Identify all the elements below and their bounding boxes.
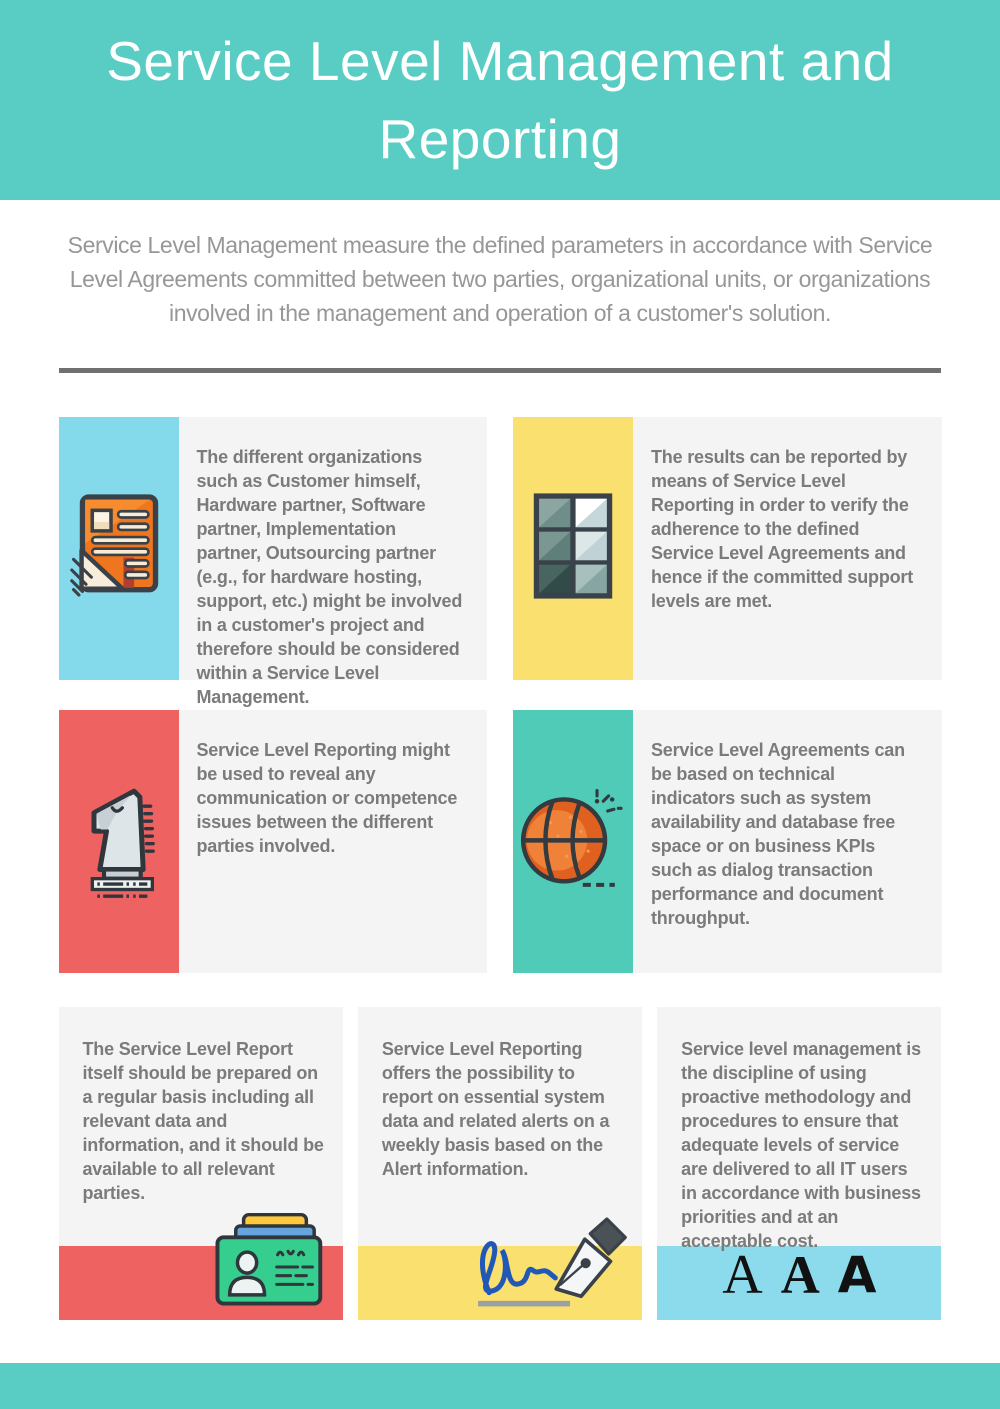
cards-grid <box>59 417 942 1320</box>
card-results-text-panel <box>633 417 942 680</box>
card-organizations-accent-panel <box>59 417 179 680</box>
basketball-icon <box>515 787 631 897</box>
card-report-basis <box>59 1007 343 1320</box>
footer-bar <box>0 1363 1000 1409</box>
card-reporting-issues <box>59 710 488 973</box>
document-icon <box>70 488 168 609</box>
letter-a-serif-bold: A <box>780 1245 820 1305</box>
card-report-basis-text: The Service Level Report itself should be prepared on a regular basis including all relevant data and information, and it should be available to all relevant parties. <box>82 1039 324 1203</box>
card-agreements-text-panel <box>633 710 942 973</box>
header-banner <box>0 0 1000 200</box>
card-agreements-accent-panel <box>513 710 633 973</box>
card-results-text: The results can be reported by means of Service Level Reporting in order to verify the adherence to the defined Service Level Agreements and hence if the committed support levels are met. <box>651 447 914 611</box>
intro-paragraph: Service Level Management measure the defined parameters in accordance with Service Level Agreements committed between two parties, organizational units, or organizations involved in the management and operation of a customer's solution. <box>67 232 933 326</box>
id-card-icon <box>207 1211 329 1314</box>
card-discipline-text: Service level management is the discipline of using proactive methodology and procedures to ensure that adequate levels of service are delivered to all IT users in accordance with business priorities and at an acceptable cost. <box>681 1039 921 1251</box>
card-weekly-reporting-text: Service Level Reporting offers the possibility to report on essential system data and related alerts on a weekly basis based on the Alert information. <box>381 1039 610 1179</box>
divider-line <box>59 368 941 373</box>
card-results-reporting <box>513 417 942 680</box>
card-organizations-text-panel <box>179 417 488 707</box>
card-row-1 <box>59 417 942 707</box>
card-organizations <box>59 417 488 707</box>
letter-a-serif: A <box>722 1244 763 1306</box>
card-reporting-issues-accent-panel <box>59 710 179 973</box>
letter-a-round: A <box>837 1246 877 1304</box>
pen-signature-icon <box>452 1208 632 1316</box>
typography-icon <box>657 1238 941 1312</box>
card-reporting-issues-text: Service Level Reporting might be used to reveal any communication or competence issues between the different parties involved. <box>196 740 458 856</box>
card-weekly-reporting <box>358 1007 642 1320</box>
window-icon <box>532 491 614 606</box>
card-reporting-issues-text-panel <box>179 710 488 973</box>
page-title: Service Level Management and Reporting <box>106 30 894 170</box>
card-organizations-text: The different organizations such as Customer himself, Hardware partner, Software partner, Implementation partner, Outsourcing partner (e.g., for hardware hosting, support, etc.) might be involved in a customer's project and therefore should be considered within a Service Level Management. <box>196 447 463 707</box>
card-discipline <box>657 1007 941 1320</box>
card-agreements-text: Service Level Agreements can be based on technical indicators such as system availability and database free space or on business KPIs such as dialog transaction performance and document throughput. <box>651 740 905 928</box>
card-row-2 <box>59 710 942 973</box>
chess-knight-icon <box>69 776 169 908</box>
card-results-accent-panel <box>513 417 633 680</box>
card-row-3 <box>59 1007 942 1320</box>
card-agreements-kpis <box>513 710 942 973</box>
